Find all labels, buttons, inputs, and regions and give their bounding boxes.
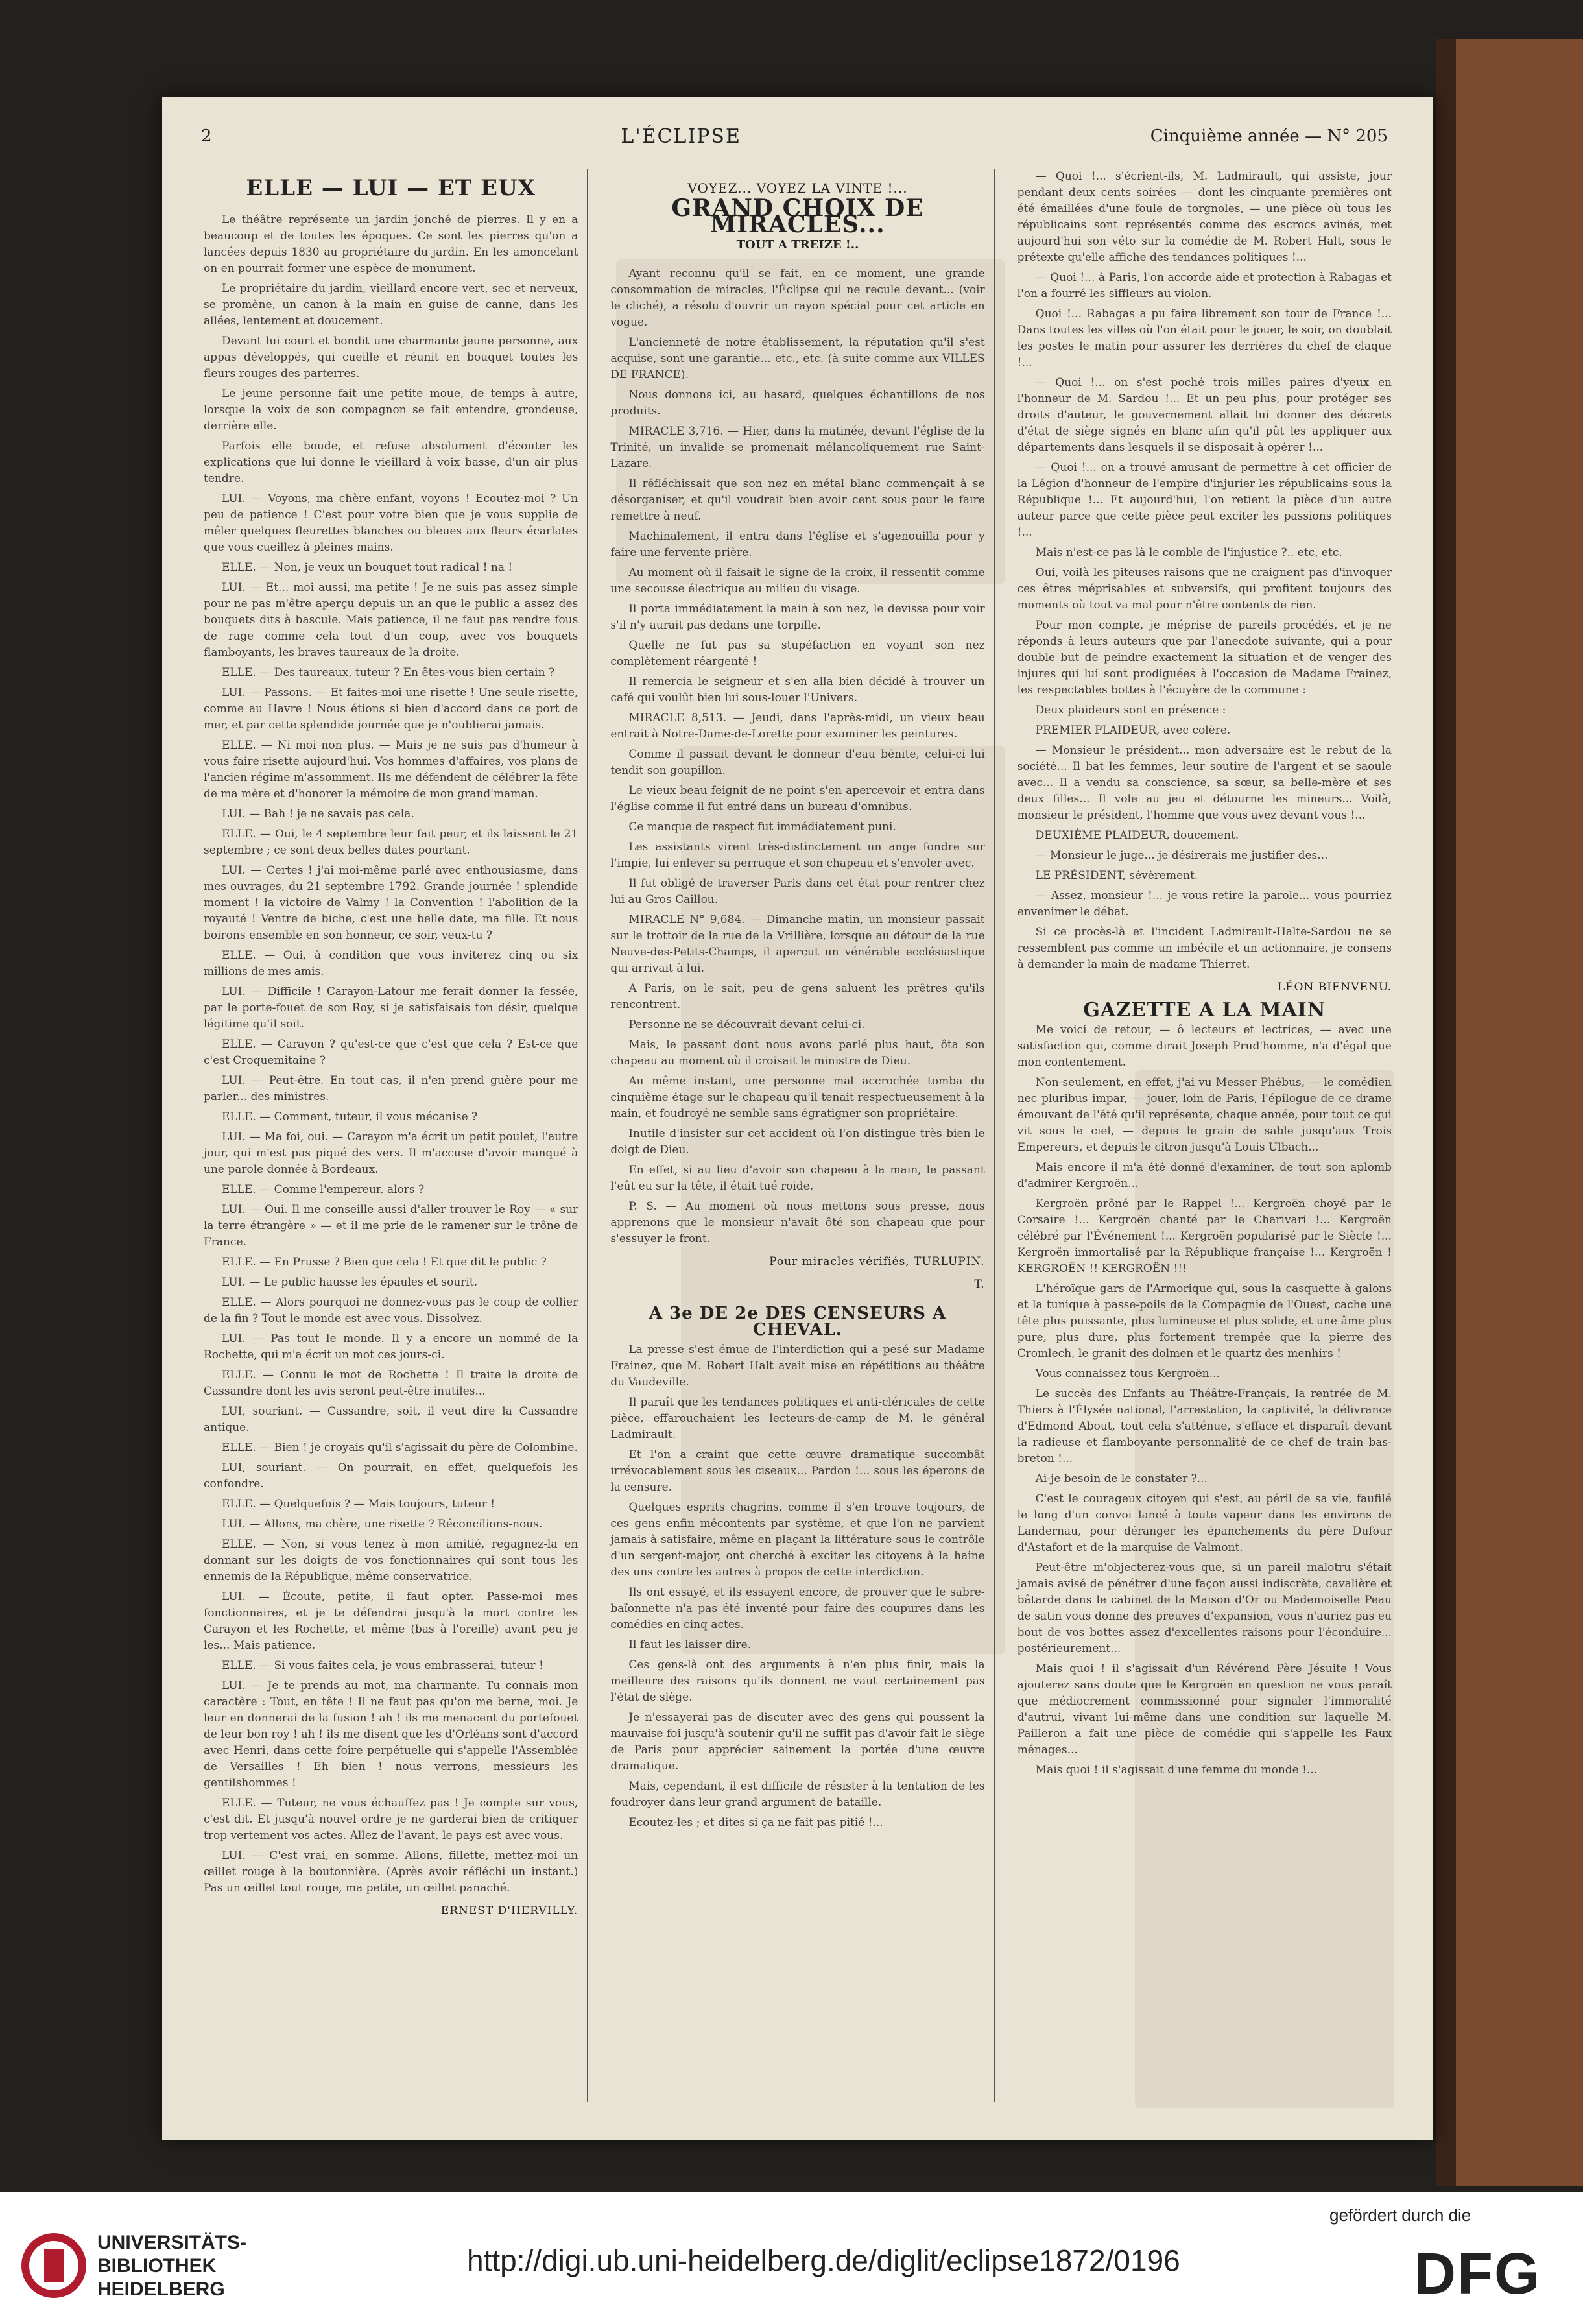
paragraph: L'ancienneté de notre établissement, la réputation qu'il s'est acquise, sont une garantie... etc., etc. (à suite comme aux VILLES DE FRANCE). — [610, 336, 985, 381]
paragraph: ELLE. — Connu le mot de Rochette ! Il traite la droite de Cassandre dont les avis seront peut-être inutiles... — [204, 1369, 578, 1398]
paragraph: Si ce procès-là et l'incident Ladmirault-Halte-Sardou ne se ressemblent pas comme un imbécile et un actionnaire, je consens à demander la main de madame Thierret. — [1017, 926, 1392, 971]
paragraph: Ecoutez-les ; et dites si ça ne fait pas pitié !... — [628, 1816, 883, 1829]
paragraph: A Paris, on le sait, peu de gens saluent les prêtres qu'ils rencontrent. — [610, 982, 985, 1011]
paragraph: — Assez, monsieur !... je vous retire la parole... vous pourriez envenimer le débat. — [1017, 889, 1392, 918]
paragraph: Deux plaideurs sont en présence : — [1035, 704, 1226, 717]
paragraph: La presse s'est émue de l'interdiction qui a pesé sur Madame Frainez, que M. Robert Halt avait mise en répétitions au théâtre du Vaudeville. — [610, 1343, 985, 1389]
paragraph: ELLE. — En Prusse ? Bien que cela ! Et que dit le public ? — [222, 1256, 547, 1269]
paragraph: Le propriétaire du jardin, vieillard encore vert, sec et nerveux, se promène, un canon à la main en guise de canne, dans les allées, lentement et doucement. — [204, 282, 578, 328]
paragraph: P. S. — Au moment où nous mettons sous presse, nous apprenons que le monsieur n'avait ôté son chapeau que pour s'essuyer le front. — [610, 1200, 985, 1245]
paragraph: LUI. — Ma foi, oui. — Carayon m'a écrit un petit poulet, l'autre jour, qui m'est pas piqué des vers. Il m'accuse d'avoir manqué à une parole donnée à Bordeaux. — [204, 1131, 578, 1176]
paragraph: ELLE. — Comment, tuteur, il vous mécanise ? — [222, 1110, 478, 1123]
paragraph: MIRACLE 8,513. — Jeudi, dans l'après-midi, un vieux beau entrait à Notre-Dame-de-Lorette pour examiner les peintures. — [610, 712, 985, 741]
paragraph: — Quoi !... s'écrient-ils, M. Ladmirault, qui assiste, jour pendant deux cents soirées — dont les cinquante premières ont été émaillées d'une foule de torgnoles, — une pièce où tous les républicains sont représentés comme des escrocs avinés, met aujourd'hui son véto sur la comédie de M. Robert Halt, sous le prétexte qu'elle affiche des tendances politiques !... — [1017, 170, 1392, 264]
article-body-1 — [204, 212, 578, 1897]
paragraph: Il réfléchissait que son nez en métal blanc commençait à se désorganiser, et qu'il voudrait bien avoir cent sous pour le faire remettre à neuf. — [610, 477, 985, 523]
paragraph: Il remercia le seigneur et s'en alla bien décidé à trouver un café qui voulût bien lui sous-louer l'Univers. — [610, 675, 985, 704]
paragraph: Mais encore il m'a été donné d'examiner, de tout son aplomb d'admirer Kergroën... — [1017, 1161, 1392, 1190]
paragraph: Pour mon compte, je méprise de pareils procédés, et je ne réponds à leurs auteurs que par l'anecdote suivante, qui a pour double but de peindre exactement la situation et de venger des injures qui lui sont prodiguées à l'occasion de Madame Frainez, les respectables bottes à l'écuyère de la commune : — [1017, 619, 1392, 697]
column-1 — [195, 169, 588, 2102]
paragraph: Kergroën prôné par le Rappel !... Kergroën choyé par le Corsaire !... Kergroën chanté par le Charivari !... Kergroën célébré par l'Événement !... Kergroën popularisé par le Siècle !... Kergroën immortalisé par la République française !... Kergroën ! KERGROËN !! KERGROËN !!! — [1017, 1197, 1392, 1275]
newspaper-page — [162, 97, 1433, 2140]
paragraph: ELLE. — Ni moi non plus. — Mais je ne suis pas d'humeur à vous faire risette aujourd'hui. Vos hommes d'affaires, vos plans de l'ancien régime m'assomment. Ils me défendent de célébrer la fête de ma mère et d'honorer la mémoire de mon grand'maman. — [204, 739, 578, 800]
book-spine — [1436, 39, 1456, 2186]
permalink[interactable]: http://digi.ub.uni-heidelberg.de/diglit/eclipse1872/0196 — [467, 2244, 1180, 2277]
paragraph: — Quoi !... on s'est poché trois milles paires d'yeux en l'honneur de M. Sardou !... Et un peu plus, pour protéger ses droits d'auteur, le gouvernement allait lui donner des décrets d'état de siège signés en blanc afin qu'il pût les appliquer aux départements dans lesquels il se disposait à opérer !... — [1017, 376, 1392, 454]
paragraph: Le succès des Enfants au Théâtre-Français, la rentrée de M. Thiers à l'Élysée national, l'arrestation, la captivité, la délivrance d'Edmond About, tout cela s'atténue, s'efface et disparaît devant la radieuse et flamboyante personnalité de ce chef de train bas-breton !... — [1017, 1387, 1392, 1465]
paragraph: LUI. — Bah ! je ne savais pas cela. — [222, 808, 414, 821]
paragraph: ELLE. — Des taureaux, tuteur ? En êtes-vous bien certain ? — [222, 666, 555, 679]
paragraph: ELLE. — Tuteur, ne vous échauffez pas ! Je compte sur vous, c'est dit. Et jusqu'à nouvel ordre je ne garderai bien de critiquer trop vertement vos actes. Allez de l'avant, le pays est avec vous. — [204, 1797, 578, 1842]
article-title-3: A 3e DE 2e DES CENSEURS A CHEVAL. — [649, 1304, 947, 1339]
paragraph: ELLE. — Oui, à condition que vous inviterez cinq ou six millions de mes amis. — [204, 949, 578, 978]
paragraph: LUI. — Oui. Il me conseille aussi d'aller trouver le Roy — « sur la terre étrangère » — et il me prie de le ramener sur le trône de France. — [204, 1203, 578, 1249]
paragraph: Il fut obligé de traverser Paris dans cet état pour rentrer chez lui au Gros Caillou. — [610, 877, 985, 906]
paragraph: ELLE. — Alors pourquoi ne donnez-vous pas le coup de collier de la fin ? Tout le monde est avec vous. Dissolvez. — [204, 1296, 578, 1325]
paragraph: Mais, cependant, il est difficile de résister à la tentation de les foudroyer dans leur grand argument de bataille. — [610, 1780, 985, 1809]
paragraph: Le théâtre représente un jardin jonché de pierres. Il y en a beaucoup et de toutes les époques. Ce sont les pierres qu'on a lancées depuis 1830 au propriétaire du jardin. En les amoncelant on en pourrait former une espèce de monument. — [204, 213, 578, 275]
paragraph: L'héroïque gars de l'Armorique qui, sous la casquette à galons et la tunique à passe-poils de la Compagnie de l'Ouest, cache une tête plus puissante, plus lumineuse et plus solide, et une âme plus pure, plus dure, plus fortement trempée que la pierre des Cromlech, le granit des dolmen et le quartz des menhirs ! — [1017, 1282, 1392, 1360]
paragraph: Il faut les laisser dire. — [628, 1638, 752, 1651]
paragraph: LUI. — Pas tout le monde. Il y a encore un nommé de la Rochette, qui m'a écrit un mot ces jours-ci. — [204, 1332, 578, 1361]
paragraph: LUI. — Le public hausse les épaules et sourit. — [222, 1276, 478, 1289]
uni-line-3: HEIDELBERG — [97, 2279, 225, 2300]
paragraph: LE PRÉSIDENT, sévèrement. — [1035, 869, 1198, 882]
paragraph: LUI, souriant. — Cassandre, soit, il veut dire la Cassandre antique. — [204, 1405, 578, 1434]
paragraph: ELLE. — Non, je veux un bouquet tout radical ! na ! — [222, 561, 513, 574]
paragraph: Personne ne se découvrait devant celui-ci. — [628, 1018, 865, 1031]
paragraph: Quelques esprits chagrins, comme il s'en trouve toujours, de ces gens enfin mécontents par système, et que l'on ne parvient jamais à satisfaire, même en plaçant la littérature sous le contrôle d'un sergent-major, ont cherché à exciter les citoyens à la haine des uns contre les autres à propos de cette interdiction. — [610, 1501, 985, 1579]
article-title-2: GRAND CHOIX DE MIRACLES... — [671, 195, 924, 238]
paragraph: ELLE. — Si vous faites cela, je vous embrasserai, tuteur ! — [222, 1659, 543, 1672]
paragraph: Je n'essayerai pas de discuter avec des gens qui poussent la mauvaise foi jusqu'à soutenir qu'il ne suffit pas d'avoir fait le siège de Paris pour apprécier sainement la portée d'une œuvre dramatique. — [610, 1711, 985, 1773]
paragraph: Et l'on a craint que cette œuvre dramatique succombât irrévocablement sous les ciseaux... Pardon !... sous les éperons de la censure. — [610, 1448, 985, 1494]
illustration-figure — [681, 746, 1005, 1654]
paragraph: En effet, si au lieu d'avoir son chapeau à la main, le passant l'eût eu sur la tête, il était tué roide. — [610, 1164, 985, 1193]
uni-line-1: UNIVERSITÄTS- — [97, 2232, 247, 2253]
uni-line-2: BIBLIOTHEK — [97, 2255, 217, 2277]
paragraph: ELLE. — Non, si vous tenez à mon amitié, regagnez-la en donnant sur les doigts de vos fonctionnaires qui sont tous les ennemis de la République, même conservatrice. — [204, 1538, 578, 1583]
paragraph: Comme il passait devant le donneur d'eau bénite, celui-ci lui tendit son goupillon. — [610, 748, 985, 777]
paragraph: ELLE. — Oui, le 4 septembre leur fait peur, et ils laissent le 21 septembre ; ce sont deux belles dates pourtant. — [204, 828, 578, 857]
paragraph: MIRACLE N° 9,684. — Dimanche matin, un monsieur passait sur le trottoir de la rue de la Vrillière, lorsque au détour de la rue Neuve-des-Petits-Champs, il aperçut un vénérable ecclésiastique qui arrivait à lui. — [610, 913, 985, 975]
paragraph: Il porta immédiatement la main à son nez, le devissa pour voir s'il n'y aurait pas dedans une torpille. — [610, 603, 985, 632]
paragraph: Mais, le passant dont nous avons parlé plus haut, ôta son chapeau au moment où il croisait le ministre de Dieu. — [610, 1038, 985, 1068]
paragraph: Ils ont essayé, et ils essayent encore, de prouver que le sabre-baïonnette n'a pas été inventé pour faire des coupures dans les comédies en cinq actes. — [610, 1586, 985, 1631]
article-title-1: ELLE — LUI — ET EUX — [246, 175, 536, 201]
paragraph: Au moment où il faisait le signe de la croix, il ressentit comme une secousse électrique au milieu du visage. — [610, 566, 985, 595]
paragraph: PREMIER PLAIDEUR, avec colère. — [1035, 724, 1231, 737]
author-signature-1: ERNEST D'HERVILLY. — [440, 1904, 578, 1917]
paragraph: LUI. — Difficile ! Carayon-Latour me ferait donner la fessée, par le porte-fouet de son Roy, si je satisfaisais ton désir, quelque légitime qu'il soit. — [204, 985, 578, 1031]
issue-info: Cinquième année — N° 205 — [1150, 126, 1388, 146]
paragraph: LUI. — Passons. — Et faites-moi une risette ! Une seule risette, comme au Havre ! Nous étions si bien d'accord dans ce port de mer, et par cette splendide journée que je n'oublierai jamais. — [204, 686, 578, 732]
kicker: VOYEZ... VOYEZ LA VINTE !... — [687, 180, 908, 196]
signature-miracles: Pour miracles vérifiés, TURLUPIN. — [769, 1255, 985, 1268]
paragraph: ELLE. — Carayon ? qu'est-ce que c'est que cela ? Est-ce que c'est Croquemitaine ? — [204, 1038, 578, 1067]
paragraph: — Monsieur le juge... je désirerais me justifier des... — [1035, 849, 1328, 862]
paragraph: LUI. — Certes ! j'ai moi-même parlé avec enthousiasme, dans mes ouvrages, du 21 septembre 1792. Grande journée ! splendide moment ! la victoire de Valmy ! la Convention ! l'abolition de la royauté ! Ventre de biche, c'est une belle date, ma fille. Et nous boirons ensemble en son honneur, ce soir, veux-tu ? — [204, 864, 578, 942]
paragraph: Quoi !... Rabagas a pu faire librement son tour de France !... Dans toutes les villes où l'on était pour le jouer, le soir, on doublait les postes le matin pour assurer les derrières du chef de claque !... — [1017, 307, 1392, 369]
paragraph: Inutile d'insister sur cet accident où l'on distingue très bien le doigt de Dieu. — [610, 1127, 985, 1156]
newspaper-title: L'ÉCLIPSE — [621, 125, 741, 148]
article-body-3-cont — [1018, 169, 1392, 973]
paragraph: MIRACLE 3,716. — Hier, dans la matinée, devant l'église de la Trinité, un invalide se promenait mélancoliquement rue Saint-Lazare. — [610, 425, 985, 470]
paragraph: Les assistants virent très-distinctement un ange fondre sur l'impie, lui enlever sa perruque et son chapeau et s'envoler avec. — [610, 841, 985, 870]
paragraph: C'est le courageux citoyen qui s'est, au péril de sa vie, faufilé le long d'un convoi lancé à toute vapeur dans les environs de Landernau, pour déranger les épanchements du père Dufour d'Astafort et de la marquise de Valmont. — [1017, 1492, 1392, 1554]
paragraph: ELLE. — Comme l'empereur, alors ? — [222, 1183, 425, 1196]
paragraph: Le jeune personne fait une petite moue, de temps à autre, lorsque la voix de son compagnon se fait entendre, grondeuse, derrière elle. — [204, 387, 578, 433]
paragraph: Ayant reconnu qu'il se fait, en ce moment, une grande consommation de miracles, l'Éclipse qui ne recule devant... (voir le cliché), a résolu d'ouvrir un rayon spécial pour cet article en vogue. — [610, 267, 985, 329]
paragraph: LUI, souriant. — On pourrait, en effet, quelquefois les confondre. — [204, 1461, 578, 1491]
paragraph: LUI. — Allons, ma chère, une risette ? Réconcilions-nous. — [222, 1518, 543, 1531]
dfg-logo: DFG — [1414, 2242, 1541, 2306]
paragraph: LUI. — Voyons, ma chère enfant, voyons ! Ecoutez-moi ? Un peu de patience ! C'est pour votre bien que je vous supplie de mêler quelques fleurettes blanches ou bleues aux fleurs écarlates que vous cueillez à pleines mains. — [204, 492, 578, 554]
paragraph: Me voici de retour, — ô lecteurs et lectrices, — avec une satisfaction qui, comme dirait Joseph Prud'homme, n'a d'égal que mon contentement. — [1017, 1024, 1392, 1069]
paragraph: Le vieux beau feignit de ne point s'en apercevoir et entra dans l'église comme il fut entré dans un bureau d'omnibus. — [610, 784, 985, 813]
paragraph: — Quoi !... à Paris, l'on accorde aide et protection à Rabagas et l'on a fourré les siffleurs au violon. — [1017, 271, 1392, 300]
paragraph: Oui, voilà les piteuses raisons que ne craignent pas d'invoquer ces êtres méprisables et subversifs, qui profitent toujours des moments où tout va mal pour n'être contents de rien. — [1017, 566, 1392, 612]
paragraph: LUI. — Peut-être. En tout cas, il n'en prend guère pour me parler... des ministres. — [204, 1074, 578, 1103]
illustration-map — [616, 259, 1005, 584]
illustration-figure-right — [1135, 1070, 1394, 2108]
paragraph: Mais quoi ! il s'agissait d'une femme du monde !... — [1035, 1764, 1318, 1777]
signature-t: T. — [974, 1278, 985, 1291]
page-header — [201, 117, 1388, 158]
paragraph: Nous donnons ici, au hasard, quelques échantillons de nos produits. — [610, 389, 985, 418]
gazette-title: GAZETTE A LA MAIN — [1083, 999, 1326, 1022]
paragraph: LUI. — Et... moi aussi, ma petite ! Je ne suis pas assez simple pour ne pas m'être aperçu depuis un an que le public a assez des bouquets dits à bascule. Mais patience, il ne faut pas rendre fous de rage comme cela tout d'un coup, avec vos bouquets flamboyants, les braves taureaux de la droite. — [204, 581, 578, 659]
paragraph: Quelle ne fut pas sa stupéfaction en voyant son nez complètement réargenté ! — [610, 639, 985, 668]
paragraph: — Monsieur le président... mon adversaire est le rebut de la société... Il bat les femmes, leur soutire de l'argent et se saoule avec... Il a vendu sa conscience, sa sœur, sa belle-mère et ses deux filles... Il vole au jeu et détourne les mineurs... Voilà, monsieur le président, l'homme que vous avez devant vous !... — [1017, 744, 1392, 822]
paragraph: — Quoi !... on a trouvé amusant de permettre à cet officier de la Légion d'honneur de l'empire d'injurier les républicains sous la République !... Et aujourd'hui, l'on retient la pièce d'un autre auteur parce que cette pièce peut exciter les passions politiques !... — [1017, 461, 1392, 539]
author-signature-3: LÉON BIENVENU. — [1277, 981, 1392, 994]
paragraph: Peut-être m'objecterez-vous que, si un pareil malotru s'était jamais avisé de pénétrer d'une façon aussi indiscrète, cavalière et bâtarde dans le cabinet de la Maison d'Or ou Mademoiselle Peau de satin vous donne des preuves d'expansion, vous n'auriez pas eu bout de vos bottes assez d'excellentes raisons pour l'éconduire... postérieurement... — [1017, 1561, 1392, 1655]
paragraph: LUI. — C'est vrai, en somme. Allons, fillette, mettez-moi un œillet rouge à la boutonnière. (Après avoir réfléchi un instant.) Pas un œillet tout rouge, ma petite, un œillet panaché. — [204, 1849, 578, 1895]
paragraph: Ces gens-là ont des arguments à n'en plus finir, mais la meilleure des raisons qu'ils donnent ne vaut certainement pas l'état de siège. — [610, 1659, 985, 1704]
paragraph: LUI. — Je te prends au mot, ma charmante. Tu connais mon caractère : Tout, en tête ! Il ne faut pas qu'on me berne, moi. Je leur en donnerai de la fusion ! ah ! ils me menacent du portefouet de leur bon roy ! ah ! ils me disent que les d'Orléans sont d'accord avec Henri, dans cette foire perpétuelle qui s'appelle l'Assemblée de Versailles ! Eh bien ! nous verrons, messieurs les gentilshommes ! — [204, 1679, 578, 1790]
paragraph: ELLE. — Bien ! je croyais qu'il s'agissait du père de Colombine. — [222, 1441, 578, 1454]
footer-bar — [0, 2192, 1583, 2324]
paragraph: Il paraît que les tendances politiques et anti-cléricales de cette pièce, effarouchaient les lecteurs-de-camp de M. le général Ladmirault. — [610, 1396, 985, 1441]
article-subtitle-2: TOUT A TREIZE !.. — [736, 238, 859, 252]
paragraph: Non-seulement, en effet, j'ai vu Messer Phébus, — le comédien nec pluribus impar, — jouer, loin de Paris, l'épilogue de ce drame émouvant de l'été qu'il représente, chaque année, pour tout ce qui vit sous le ciel, — depuis le grain de sable jusqu'aux Trois Empereurs, et depuis le citron jusqu'à Louis Ulbach... — [1017, 1076, 1392, 1154]
paragraph: ELLE. — Quelquefois ? — Mais toujours, tuteur ! — [222, 1498, 495, 1511]
university-name — [97, 2231, 246, 2301]
paragraph: Parfois elle boude, et refuse absolument d'écouter les explications que lui donne le vieillard à voix basse, d'un air plus tendre. — [204, 440, 578, 485]
funded-by-label: gefördert durch die — [1329, 2205, 1471, 2225]
paragraph: Mais quoi ! il s'agissait d'un Révérend Père Jésuite ! Vous ajouterez sans doute que le Kergroën en question ne vous paraît que médiocrement commissionné pour signaler l'immoralité d'autrui, vivant lui-même dans une condition sur laquelle M. Pailleron a fait une pièce de comédie qui s'appelle les Faux ménages... — [1017, 1662, 1392, 1756]
paragraph: Mais n'est-ce pas là le comble de l'injustice ?.. etc, etc. — [1035, 546, 1342, 559]
paragraph: Au même instant, une personne mal accrochée tomba du cinquième étage sur le chapeau qu'il tenait respectueusement à la main, et foudroyé ne semble sans égratigner son propriétaire. — [610, 1075, 985, 1120]
paragraph: LUI. — Écoute, petite, il faut opter. Passe-moi mes fonctionnaires, et je te défendrai jusqu'à la mort contre les Carayon et les Rochette, et même (bas à l'oreille) avant peu je les... Mais patience. — [204, 1590, 578, 1652]
university-seal-icon — [18, 2230, 89, 2301]
paragraph: Ce manque de respect fut immédiatement puni. — [628, 821, 896, 833]
paragraph: Devant lui court et bondit une charmante jeune personne, aux appas développés, qui cueille et réunit en bouquet toutes les fleurs rouges des parterres. — [204, 335, 578, 380]
paragraph: Vous connaissez tous Kergroën... — [1035, 1367, 1220, 1380]
paragraph: DEUXIÈME PLAIDEUR, doucement. — [1035, 829, 1239, 842]
paragraph: Machinalement, il entra dans l'église et s'agenouilla pour y faire une fervente prière. — [610, 530, 985, 559]
paragraph: Ai-je besoin de le constater ?... — [1035, 1472, 1208, 1485]
page-number: 2 — [201, 126, 212, 146]
adjacent-page — [1436, 39, 1583, 2186]
